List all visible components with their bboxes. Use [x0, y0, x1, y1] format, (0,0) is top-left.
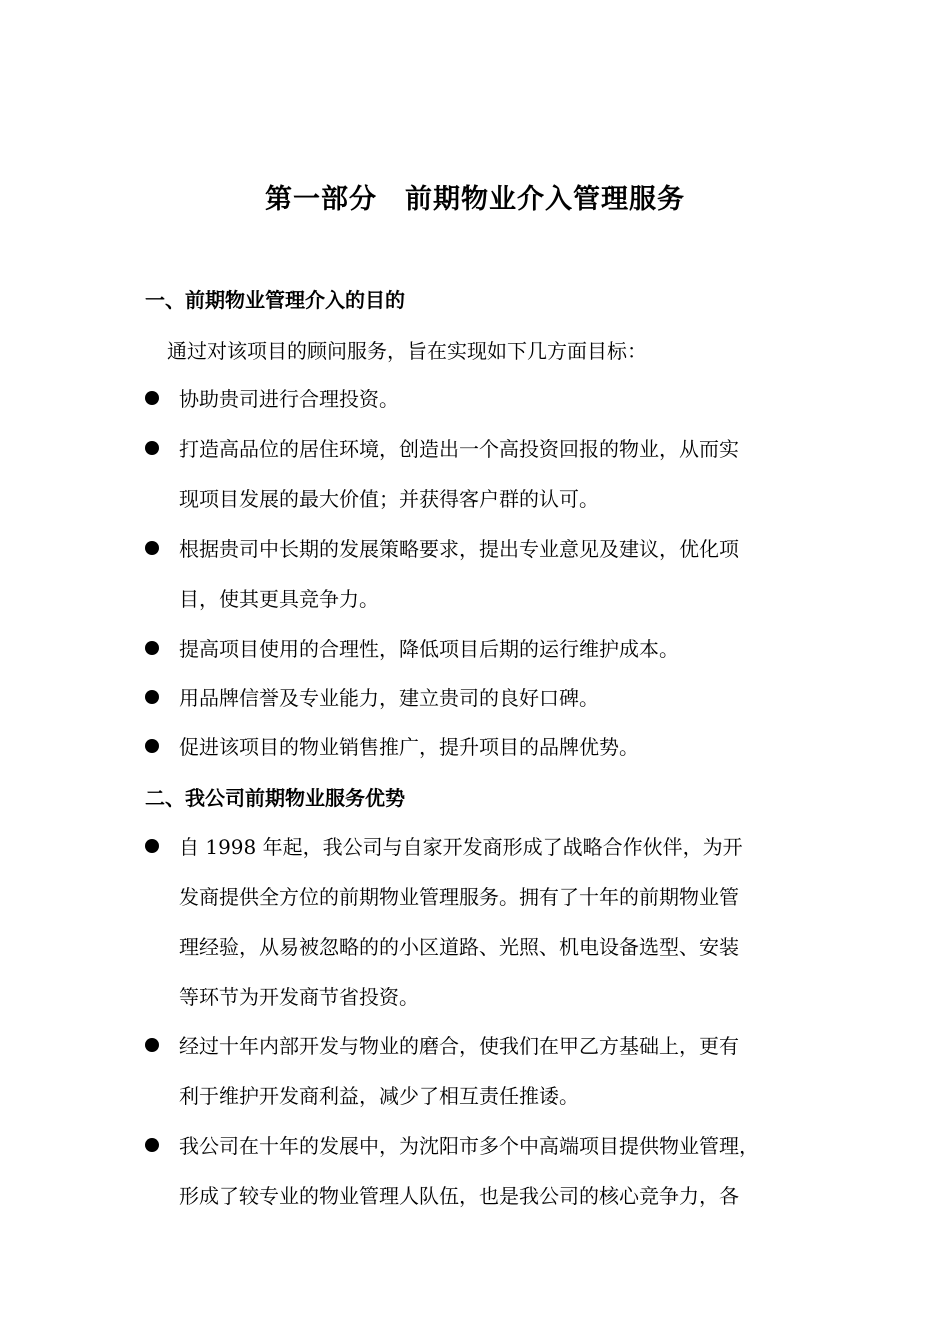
section-heading-purpose: 一、前期物业管理介入的目的	[145, 288, 405, 312]
list-item	[145, 424, 835, 524]
list-item-text: 形成了较专业的物业管理人队伍，也是我公司的核心竞争力，各	[179, 1184, 739, 1208]
bullet-dot-icon	[145, 1038, 159, 1052]
bullet-dot-icon	[145, 690, 159, 704]
list-item-text: 提高项目使用的合理性，降低项目后期的运行维护成本。	[179, 637, 679, 661]
bullet-dot-icon	[145, 739, 159, 753]
list-item-text: 经过十年内部开发与物业的磨合，使我们在甲乙方基础上，更有	[179, 1034, 739, 1058]
list-item-text: 发商提供全方位的前期物业管理服务。拥有了十年的前期物业管	[179, 885, 739, 909]
list-item-text: 打造高品位的居住环境，创造出一个高投资回报的物业，从而实	[179, 437, 739, 461]
list-item	[145, 1021, 835, 1121]
page-title: 第一部分 前期物业介入管理服务	[265, 184, 685, 215]
section-heading-advantages: 二、我公司前期物业服务优势	[145, 786, 405, 810]
list-item-text: 我公司在十年的发展中，为沈阳市多个中高端项目提供物业管理，	[179, 1134, 759, 1158]
list-item	[145, 673, 835, 723]
list-item-text: 协助贵司进行合理投资。	[179, 387, 399, 411]
bullet-dot-icon	[145, 839, 159, 853]
list-item-text: 等环节为开发商节省投资。	[179, 985, 419, 1009]
list-item-text: 现项目发展的最大价值；并获得客户群的认可。	[179, 487, 599, 511]
list-item-text: 利于维护开发商利益，减少了相互责任推诿。	[179, 1084, 579, 1108]
bullet-dot-icon	[145, 1138, 159, 1152]
list-item	[145, 374, 835, 424]
list-item	[145, 722, 835, 772]
list-item-text: 自 1998 年起，我公司与自家开发商形成了战略合作伙伴，为开	[179, 835, 743, 859]
list-item-text: 促进该项目的物业销售推广，提升项目的品牌优势。	[179, 735, 639, 759]
list-item-text: 用品牌信誉及专业能力，建立贵司的良好口碑。	[179, 686, 599, 710]
list-item	[145, 1121, 835, 1221]
list-item	[145, 524, 835, 624]
bullet-dot-icon	[145, 391, 159, 405]
list-item	[145, 822, 835, 1022]
list-item	[145, 624, 835, 674]
list-item-text: 理经验，从易被忽略的的小区道路、光照、机电设备选型、安装	[179, 935, 739, 959]
bullet-dot-icon	[145, 641, 159, 655]
list-item-text: 根据贵司中长期的发展策略要求，提出专业意见及建议，优化项	[179, 537, 739, 561]
list-item-text: 目，使其更具竞争力。	[179, 587, 379, 611]
bullet-dot-icon	[145, 441, 159, 455]
bullet-dot-icon	[145, 541, 159, 555]
section-intro: 通过对该项目的顾问服务，旨在实现如下几方面目标：	[167, 339, 647, 363]
